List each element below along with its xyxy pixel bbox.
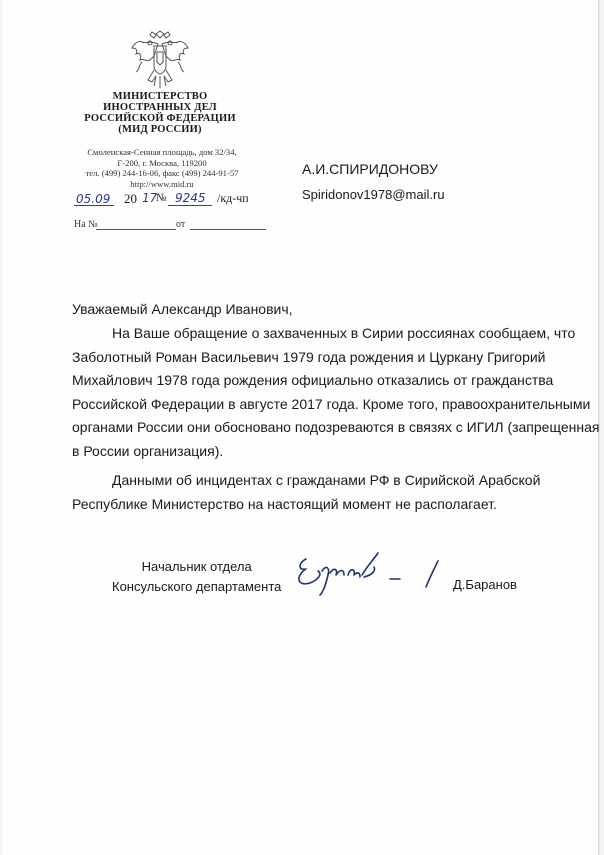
address-line: http://www.mid.ru bbox=[130, 178, 194, 189]
signer-position bbox=[112, 557, 281, 597]
reference-number-label: На № bbox=[74, 219, 98, 230]
reference-number-blank bbox=[96, 229, 176, 230]
reference-date-blank bbox=[190, 229, 266, 230]
paragraph-line: На Ваше обращение о захваченных в Сирии россиянах сообщаем, что bbox=[112, 325, 576, 341]
paragraph-line: Российской Федерации в августе 2017 года. Кроме того, правоохранительными bbox=[72, 395, 591, 412]
handwritten-signature bbox=[292, 545, 452, 597]
registration-year-prefix: 20 bbox=[124, 191, 137, 206]
double-headed-eagle-emblem bbox=[128, 30, 192, 90]
ministry-name bbox=[80, 91, 240, 135]
address-line: Г-200, г. Москва, 119200 bbox=[117, 157, 207, 168]
position-line: Консульского департамента bbox=[112, 579, 282, 594]
paragraph-line: органами России они обосновано подозреваются в связях с ИГИЛ (запрещенная bbox=[72, 419, 600, 435]
ministry-line: МИНИСТЕРСТВО bbox=[112, 91, 208, 102]
recipient-name: А.И.СПИРИДОНОВУ bbox=[302, 161, 438, 177]
address-line: тел. (499) 244-16-06, факс (499) 244-91-57 bbox=[85, 168, 239, 179]
letter-page bbox=[2, 0, 598, 855]
registration-line bbox=[72, 191, 272, 209]
reference-date-label: от bbox=[176, 219, 186, 230]
registration-date: 05.09 bbox=[76, 192, 111, 206]
paragraph-line: Данными об инцидентах с гражданами РФ в Сирийской Арабской bbox=[112, 472, 541, 488]
paragraph-line: Михайлович 1978 года рождения официально отказались от гражданства bbox=[72, 372, 554, 388]
body-paragraph-1 bbox=[72, 322, 600, 463]
recipient-email: Spiridonov1978@mail.ru bbox=[302, 187, 445, 202]
date-underline bbox=[74, 205, 114, 206]
registration-code: /кд-чп bbox=[217, 191, 249, 205]
signer-name: Д.Баранов bbox=[453, 577, 517, 592]
ministry-line: (МИД РОССИИ) bbox=[118, 124, 202, 135]
body-paragraph-2 bbox=[72, 469, 541, 516]
paragraph-line: в России организация). bbox=[72, 442, 224, 459]
number-underline bbox=[168, 205, 212, 206]
address-line: Смоленская-Сенная площадь, дом 32/34, bbox=[87, 147, 237, 157]
ministry-address bbox=[72, 147, 252, 189]
paragraph-line: Республике Министерство на настоящий момент не располагает. bbox=[72, 495, 497, 512]
ministry-line: ИНОСТРАННЫХ ДЕЛ bbox=[103, 102, 217, 113]
paragraph-line: Заболотный Роман Васильевич 1979 года рождения и Цуркану Григорий bbox=[72, 348, 546, 365]
salutation: Уважаемый Александр Иванович, bbox=[72, 301, 293, 317]
ministry-line: РОССИЙСКОЙ ФЕДЕРАЦИИ bbox=[84, 113, 236, 124]
number-sign: № bbox=[156, 192, 167, 204]
reference-line bbox=[72, 219, 272, 233]
registration-number: 9245 bbox=[175, 191, 206, 205]
registration-year-suffix: 17 bbox=[142, 191, 158, 205]
position-line: Начальник отдела bbox=[141, 559, 252, 574]
